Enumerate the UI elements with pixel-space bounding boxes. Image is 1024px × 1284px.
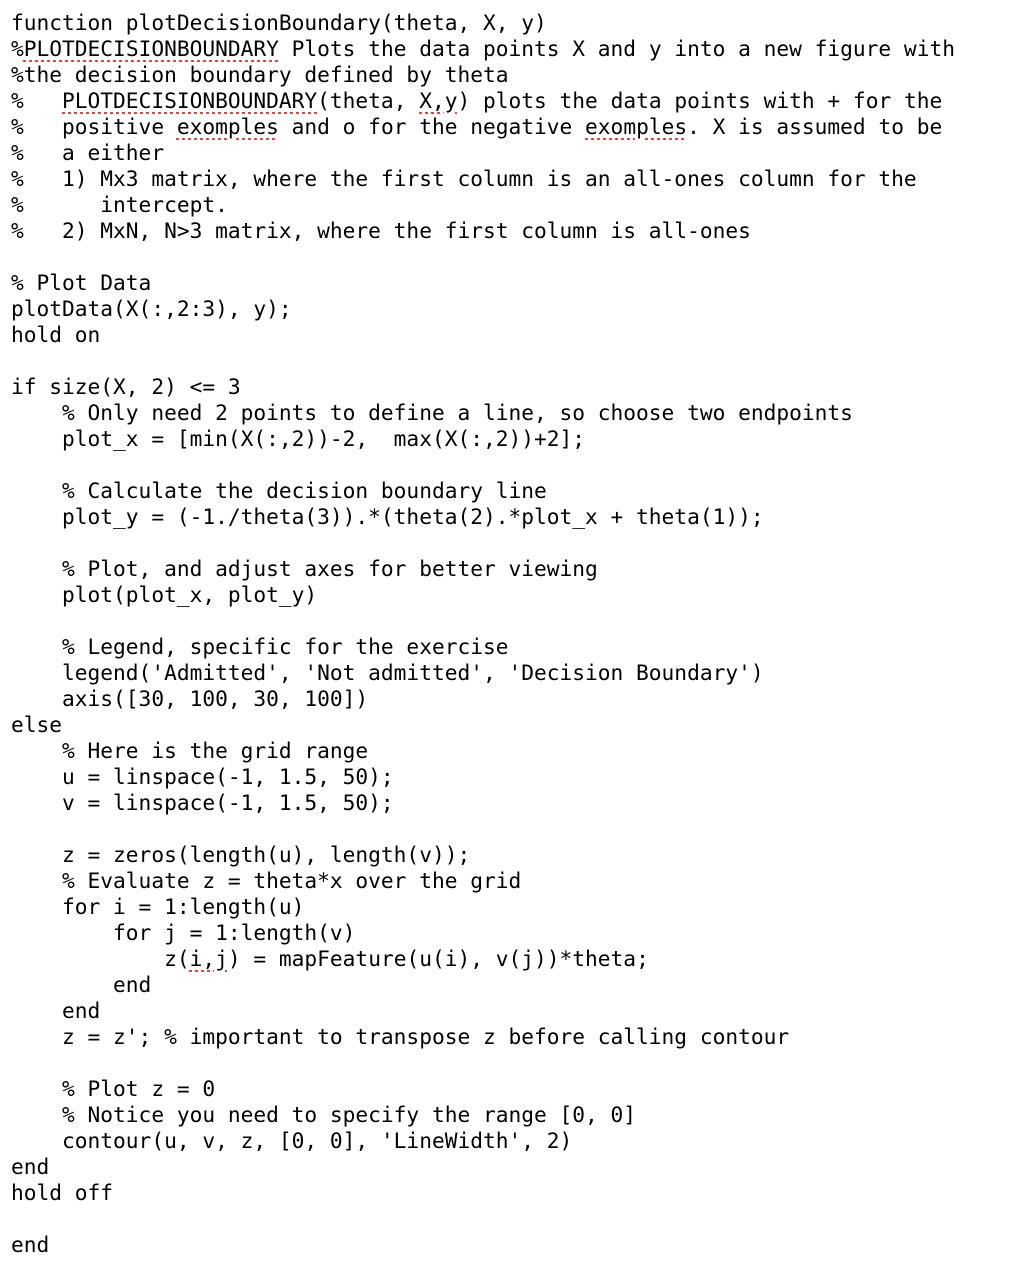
code-line[interactable] [11, 634, 1016, 660]
code-line[interactable] [11, 192, 1016, 218]
code-text: plot_x = [min(X(:,2))-2, max(X(:,2))+2]; [11, 426, 586, 451]
code-text: ) = mapFeature(u(i), v(j))*theta; [227, 946, 649, 971]
code-line[interactable] [11, 1232, 1016, 1258]
code-line[interactable] [11, 894, 1016, 920]
code-line[interactable] [11, 998, 1016, 1024]
code-line[interactable] [11, 296, 1016, 322]
code-line[interactable] [11, 1154, 1016, 1180]
code-editor[interactable] [11, 10, 1016, 1278]
code-text: z = zeros(length(u), length(v)); [11, 842, 471, 867]
code-line[interactable] [11, 374, 1016, 400]
code-line[interactable] [11, 10, 1016, 36]
code-line[interactable] [11, 322, 1016, 348]
code-line[interactable] [11, 790, 1016, 816]
code-text: % Plot z = 0 [11, 1076, 216, 1101]
spellcheck-flagged-word: exomples [176, 114, 279, 139]
code-text: end [11, 1232, 50, 1257]
code-line[interactable] [11, 660, 1016, 686]
code-text: u = linspace(-1, 1.5, 50); [11, 764, 394, 789]
code-text: z = z'; % important to transpose z before calling contour [11, 1024, 790, 1049]
code-text: %the decision boundary defined by theta [11, 62, 509, 87]
code-line[interactable] [11, 504, 1016, 530]
code-line[interactable] [11, 452, 1016, 478]
spellcheck-flagged-word: i,j [189, 946, 228, 971]
code-line[interactable] [11, 764, 1016, 790]
code-line[interactable] [11, 62, 1016, 88]
code-text: % Plot Data [11, 270, 152, 295]
code-line[interactable] [11, 1128, 1016, 1154]
code-line[interactable] [11, 608, 1016, 634]
code-text: % a either [11, 140, 165, 165]
code-text: hold off [11, 1180, 114, 1205]
code-text: plotData(X(:,2:3), y); [11, 296, 292, 321]
code-line[interactable] [11, 114, 1016, 140]
code-line[interactable] [11, 530, 1016, 556]
code-line[interactable] [11, 920, 1016, 946]
code-text: else [11, 712, 63, 737]
code-line[interactable] [11, 348, 1016, 374]
code-text: legend('Admitted', 'Not admitted', 'Decision Boundary') [11, 660, 764, 685]
code-line[interactable] [11, 36, 1016, 62]
code-line[interactable] [11, 426, 1016, 452]
code-text: % 2) MxN, N>3 matrix, where the first column is all-ones [11, 218, 751, 243]
code-text: . X is assumed to be [687, 114, 943, 139]
code-line[interactable] [11, 582, 1016, 608]
spellcheck-flagged-word: exomples [585, 114, 688, 139]
code-line[interactable] [11, 712, 1016, 738]
spellcheck-flagged-word: X,y [419, 88, 458, 113]
code-text: % Evaluate z = theta*x over the grid [11, 868, 522, 893]
code-line[interactable] [11, 244, 1016, 270]
code-line[interactable] [11, 686, 1016, 712]
code-text: end [11, 1154, 50, 1179]
spellcheck-flagged-word: PLOTDECISIONBOUNDARY [23, 36, 279, 61]
code-text: v = linspace(-1, 1.5, 50); [11, 790, 394, 815]
code-text: % Here is the grid range [11, 738, 369, 763]
code-line[interactable] [11, 1180, 1016, 1206]
code-text: for j = 1:length(v) [11, 920, 356, 945]
code-line[interactable] [11, 478, 1016, 504]
code-text: plot_y = (-1./theta(3)).*(theta(2).*plot_x + theta(1)); [11, 504, 764, 529]
code-line[interactable] [11, 1102, 1016, 1128]
code-text: end [11, 972, 152, 997]
code-text: axis([30, 100, 30, 100]) [11, 686, 369, 711]
code-line[interactable] [11, 88, 1016, 114]
code-line[interactable] [11, 1076, 1016, 1102]
code-text: % Only need 2 points to define a line, so choose two endpoints [11, 400, 853, 425]
code-line[interactable] [11, 946, 1016, 972]
code-text: % Calculate the decision boundary line [11, 478, 547, 503]
code-text: % [11, 88, 63, 113]
code-text: % Plot, and adjust axes for better viewing [11, 556, 598, 581]
code-line[interactable] [11, 166, 1016, 192]
code-text: for i = 1:length(u) [11, 894, 305, 919]
code-text: (theta, [317, 88, 420, 113]
code-line[interactable] [11, 1206, 1016, 1232]
code-text: and o for the negative [278, 114, 586, 139]
code-text: hold on [11, 322, 101, 347]
code-text: % Legend, specific for the exercise [11, 634, 509, 659]
code-line[interactable] [11, 816, 1016, 842]
code-line[interactable] [11, 270, 1016, 296]
code-text: % [11, 36, 24, 61]
code-text: z( [11, 946, 190, 971]
code-line[interactable] [11, 842, 1016, 868]
code-text: if size(X, 2) <= 3 [11, 374, 241, 399]
code-line[interactable] [11, 738, 1016, 764]
code-line[interactable] [11, 1024, 1016, 1050]
code-line[interactable] [11, 218, 1016, 244]
code-text: % 1) Mx3 matrix, where the first column is an all-ones column for the [11, 166, 917, 191]
spellcheck-flagged-word: PLOTDECISIONBOUNDARY [62, 88, 318, 113]
code-text: % Notice you need to specify the range [0, 0] [11, 1102, 637, 1127]
code-line[interactable] [11, 140, 1016, 166]
code-text: % positive [11, 114, 177, 139]
code-line[interactable] [11, 1050, 1016, 1076]
code-text: ) plots the data points with + for the [457, 88, 943, 113]
code-line[interactable] [11, 556, 1016, 582]
code-line[interactable] [11, 868, 1016, 894]
code-text: Plots the data points X and y into a new figure with [278, 36, 955, 61]
code-text: % intercept. [11, 192, 228, 217]
code-text: plot(plot_x, plot_y) [11, 582, 318, 607]
code-line[interactable] [11, 400, 1016, 426]
code-line[interactable] [11, 972, 1016, 998]
code-text: contour(u, v, z, [0, 0], 'LineWidth', 2) [11, 1128, 573, 1153]
code-text: end [11, 998, 101, 1023]
code-text: function plotDecisionBoundary(theta, X, y) [11, 10, 547, 35]
